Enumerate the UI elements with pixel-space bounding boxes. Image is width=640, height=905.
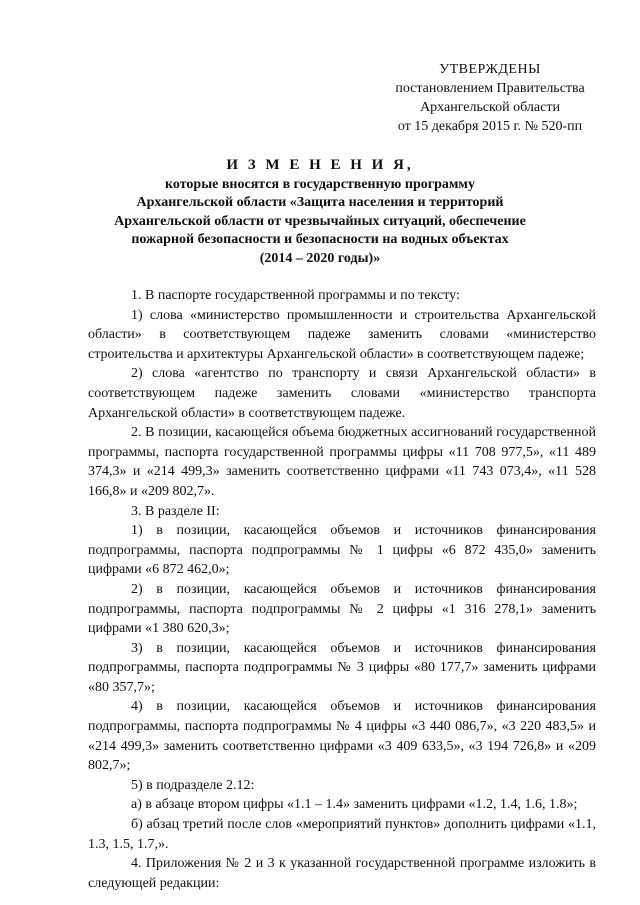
approval-line-1: постановлением Правительства [395,81,585,96]
paragraph-3: 3. В разделе II: [131,503,220,519]
heading-main: И З М Е Н Е Н И Я, [226,157,414,173]
heading-line-2: Архангельской области «Защита населения и территорий [136,195,504,210]
paragraph-3-item-1: 1) в позиции, касающейся объемов и источников финансирования подпрограммы, паспорта подпрограммы № 1 цифры «6 872 435,0» заменить цифрами «6 872 462,0»; [88,523,596,578]
approval-line-3: от 15 декабря 2015 г. № 520-пп [397,119,583,134]
paragraph-1-item-1: 1) слова «министерство промышленности и строительства Архангельской области» в соответствующем падеже заменить словами «министерство строительства и архитектуры Архангельской области» в соответствующем падеже; [88,307,596,362]
heading-line-4: пожарной безопасности и безопасности на водных объектах [131,232,509,247]
paragraph-3-item-3: 3) в позиции, касающейся объемов и источников финансирования подпрограммы, паспорта подпрограммы № 3 цифры «80 177,7» заменить цифрами «80 357,7»; [88,640,596,695]
paragraph-3-item-5a: а) в абзаце втором цифры «1.1 – 1.4» заменить цифрами «1.2, 1.4, 1.6, 1.8»; [131,797,578,813]
paragraph-3-item-5b: б) абзац третий после слов «мероприятий пунктов» дополнить цифрами «1.1, 1.3, 1.5, 1.7,». [88,817,596,852]
approval-line-2: Архангельской области [420,100,560,115]
paragraph-1-item-2: 2) слова «агентство по транспорту и связи Архангельской области» в соответствующем падеже заменить словами «министерство транспорта Архангельской области» в соответствующем падеже. [88,366,596,421]
heading-line-3: Архангельской области от чрезвычайных ситуаций, обеспечение [114,213,526,229]
paragraph-3-item-2: 2) в позиции, касающейся объемов и источников финансирования подпрограммы, паспорта подпрограммы № 2 цифры «1 316 278,1» заменить цифрами «1 380 620,3»; [88,581,596,637]
heading-line-5: (2014 – 2020 годы)» [259,250,381,266]
paragraph-3-item-5: 5) в подразделе 2.12: [131,777,255,793]
document-body [88,286,596,893]
approval-stamp [370,60,610,136]
approval-title: УТВЕРЖДЕНЫ [439,62,541,77]
document-heading [100,156,540,268]
paragraph-2: 2. В позиции, касающейся объема бюджетных ассигнований государственной программы, паспорта государственной программы цифры «11 708 977,5», «11 489 374,3» и «214 499,3» заменить соответственно цифрами «11 743 073,4», «11 528 166,8» и «209 802,7». [88,425,596,499]
heading-line-1: которые вносятся в государственную программу [165,176,475,192]
paragraph-4: 4. Приложения № 2 и 3 к указанной государственной программе изложить в следующей редакции: [88,856,596,891]
paragraph-1: 1. В паспорте государственной программы и по тексту: [131,288,460,303]
paragraph-3-item-4: 4) в позиции, касающейся объемов и источников финансирования подпрограммы, паспорта подпрограммы № 4 цифры «3 440 086,7», «3 220 483,5» и «214 499,3» заменить соответственно цифрами «3 409 633,5», «3 194 726,8» и «209 802,7»; [88,699,596,774]
